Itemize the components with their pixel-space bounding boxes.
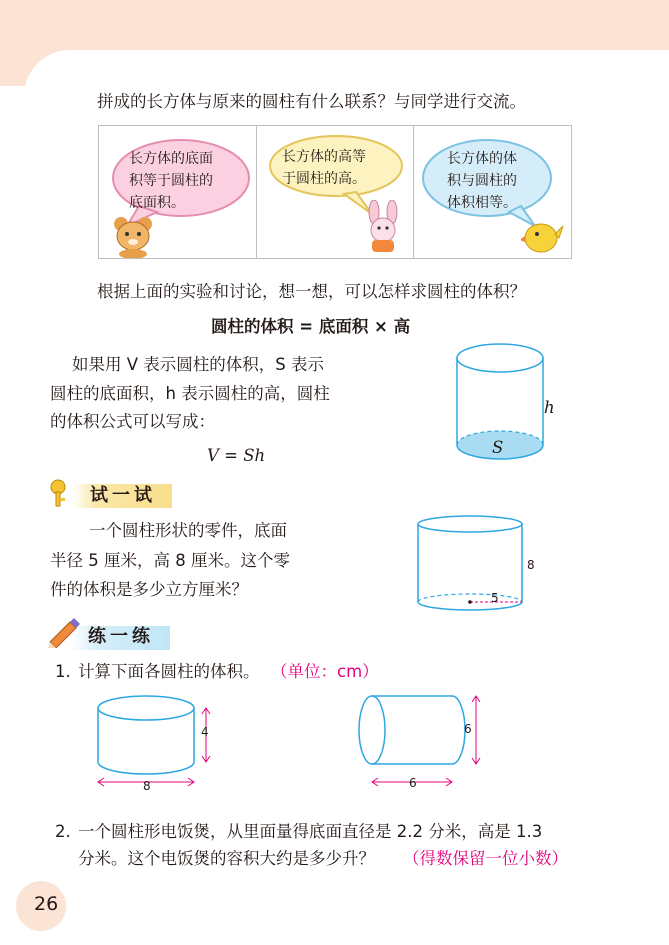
try-radius-label: 5 [491, 591, 499, 605]
bubble-2-line-1: 长方体的高等 [282, 149, 366, 165]
cylinder-figure-2 [414, 512, 534, 618]
page-number: 26 [34, 893, 59, 915]
cyl-b-length-label: 6 [409, 776, 417, 790]
bubble-1-line-3: 底面积。 [129, 195, 185, 211]
cyl-a-diameter-label: 8 [143, 779, 151, 793]
formula-symbol: V = Sh [207, 446, 266, 465]
try-title: 试一试 [90, 485, 156, 506]
think-prompt: 根据上面的实验和讨论，想一想，可以怎样求圆柱的体积？ [97, 282, 526, 301]
try-height-label: 8 [527, 558, 535, 572]
practice-title: 练一练 [88, 626, 154, 647]
try-line-1: 一个圆柱形状的零件，底面 [89, 521, 287, 540]
q2-line-2: 分米。这个电饭煲的容积大约是多少升？ [78, 849, 375, 868]
bubble-3-line-1: 长方体的体 [447, 151, 517, 167]
q2-number: 2. [55, 822, 71, 841]
q2-note: （得数保留一位小数） [403, 849, 568, 868]
q1-number: 1. [55, 662, 71, 681]
formula-words: 圆柱的体积 = 底面积 × 高 [211, 317, 411, 336]
label-height-h: h [544, 398, 555, 417]
bubble-1-line-1: 长方体的底面 [129, 151, 213, 167]
bubble-cell-1 [99, 126, 257, 258]
bubble-2-line-2: 于圆柱的高。 [282, 171, 366, 187]
cyl-b-height-label: 6 [464, 722, 472, 736]
symbol-text-line-3: 的体积公式可以写成： [50, 412, 215, 431]
q2-line-1: 一个圆柱形电饭煲，从里面量得底面直径是 2.2 分米，高是 1.3 [78, 822, 543, 841]
cylinder-a [94, 694, 224, 794]
try-line-2: 半径 5 厘米，高 8 厘米。这个零 [50, 551, 290, 570]
label-base-s: S [492, 438, 504, 457]
symbol-text-line-1: 如果用 V 表示圆柱的体积，S 表示 [72, 355, 324, 374]
intro-question: 拼成的长方体与原来的圆柱有什么联系？与同学进行交流。 [97, 92, 526, 111]
bear-icon [109, 212, 159, 258]
bubble-3-line-2: 积与圆柱的 [447, 173, 517, 189]
chick-icon [521, 216, 565, 256]
try-line-3: 件的体积是多少立方厘米？ [50, 580, 248, 599]
bubble-cell-2 [256, 126, 414, 258]
cyl-a-height-label: 4 [201, 725, 209, 739]
q1-text: 计算下面各圆柱的体积。 [78, 662, 260, 681]
q1-unit: （单位：cm） [271, 662, 379, 681]
key-icon [48, 478, 76, 508]
pencil-icon [46, 616, 80, 648]
cylinder-b [356, 694, 486, 794]
bubble-cell-3 [413, 126, 571, 258]
rabbit-icon [360, 200, 408, 256]
bubble-1-line-2: 积等于圆柱的 [129, 173, 213, 189]
discussion-panel [98, 125, 572, 259]
symbol-text-line-2: 圆柱的底面积，h 表示圆柱的高，圆柱 [50, 384, 330, 403]
bubble-3-line-3: 体积相等。 [447, 195, 517, 211]
